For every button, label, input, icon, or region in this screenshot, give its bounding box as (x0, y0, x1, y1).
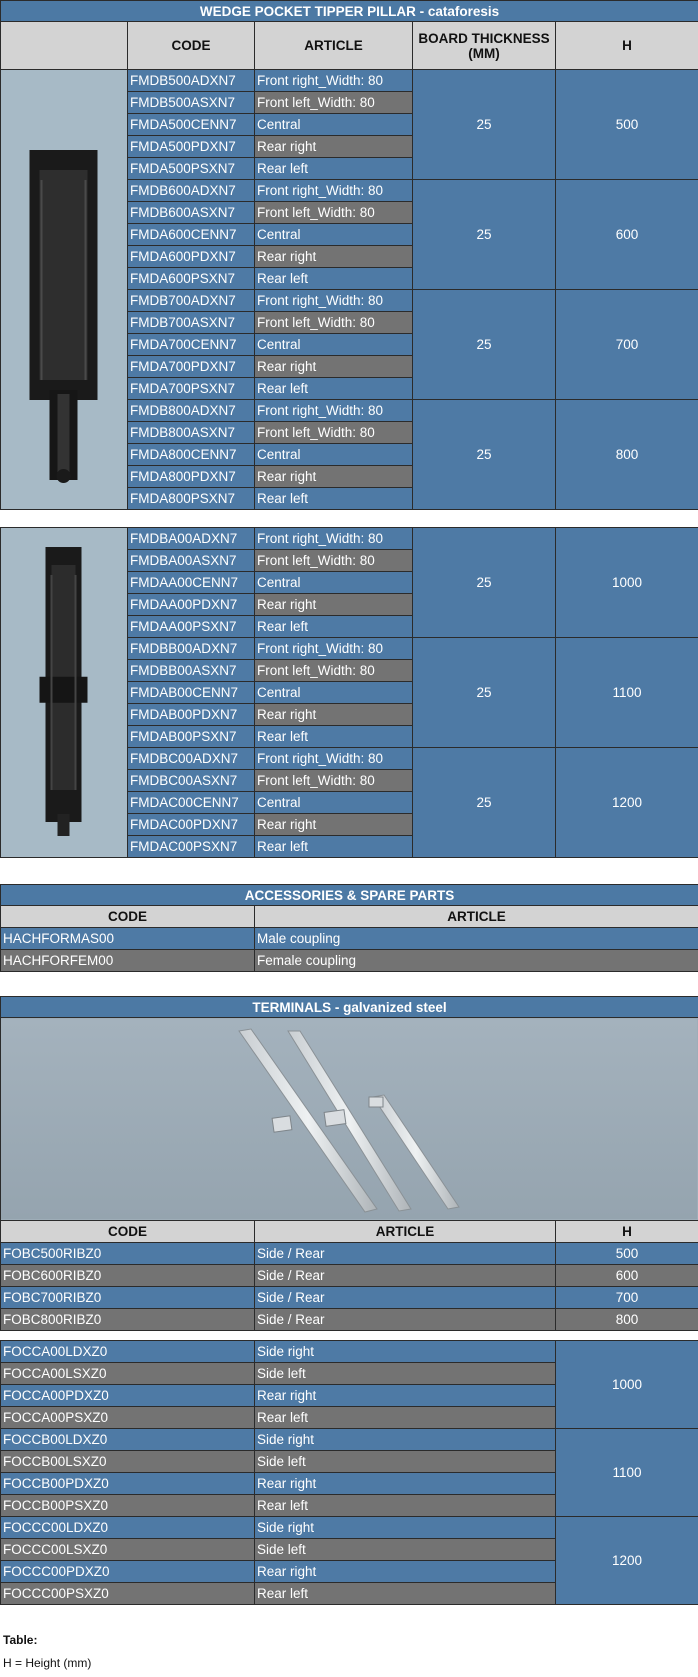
table-row (1, 1265, 698, 1287)
table-row (1, 1341, 698, 1363)
black-wedge-pillar-short-image (1, 80, 126, 500)
code-cell: FMDA600CENN7 (128, 224, 255, 246)
article-cell: Side right (255, 1429, 556, 1451)
terminals-table-2 (0, 1340, 698, 1605)
article-cell: Male coupling (255, 928, 698, 950)
code-cell: FMDAC00CENN7 (128, 792, 255, 814)
article-cell: Side / Rear (255, 1265, 556, 1287)
code-cell: FMDA500PDXN7 (128, 136, 255, 158)
terminals-title: TERMINALS - galvanized steel (1, 997, 698, 1018)
code-cell: FOCCB00LSXZ0 (1, 1451, 255, 1473)
table-row (1, 70, 698, 92)
article-cell: Front left_Width: 80 (255, 422, 413, 444)
article-cell: Rear right (255, 1385, 556, 1407)
code-cell: FOCCB00PSXZ0 (1, 1495, 255, 1517)
code-cell: FOBC800RIBZ0 (1, 1309, 255, 1331)
code-cell: HACHFORMAS00 (1, 928, 255, 950)
terminals-header-h: H (556, 1221, 698, 1243)
code-cell: FMDA500PSXN7 (128, 158, 255, 180)
code-cell: FOBC600RIBZ0 (1, 1265, 255, 1287)
article-cell: Side left (255, 1363, 556, 1385)
article-cell: Rear left (255, 1495, 556, 1517)
article-cell: Front right_Width: 80 (255, 400, 413, 422)
code-cell: FMDBB00ASXN7 (128, 660, 255, 682)
table-row (1, 1309, 698, 1331)
article-cell: Side right (255, 1341, 556, 1363)
height-cell: 700 (556, 1287, 698, 1309)
pillar-image-cell (1, 70, 128, 510)
article-cell: Rear left (255, 378, 413, 400)
code-cell: HACHFORFEM00 (1, 950, 255, 972)
article-cell: Rear right (255, 704, 413, 726)
article-cell: Rear left (255, 158, 413, 180)
article-cell: Front left_Width: 80 (255, 92, 413, 114)
article-cell: Central (255, 334, 413, 356)
board-thickness-cell: 25 (413, 748, 556, 858)
code-cell: FMDAA00PDXN7 (128, 594, 255, 616)
height-cell: 1000 (556, 1341, 698, 1429)
code-cell: FOCCC00PSXZ0 (1, 1583, 255, 1605)
table-row (1, 1287, 698, 1309)
code-cell: FOCCB00PDXZ0 (1, 1473, 255, 1495)
article-cell: Side left (255, 1539, 556, 1561)
article-cell: Side right (255, 1517, 556, 1539)
article-cell: Front left_Width: 80 (255, 312, 413, 334)
code-cell: FMDA700CENN7 (128, 334, 255, 356)
code-cell: FMDAC00PSXN7 (128, 836, 255, 858)
article-cell: Rear right (255, 466, 413, 488)
pillar-image-cell (1, 528, 128, 858)
article-cell: Female coupling (255, 950, 698, 972)
accessories-title: ACCESSORIES & SPARE PARTS (1, 885, 698, 906)
height-cell: 600 (556, 180, 698, 290)
pillar-table-bottom (0, 527, 698, 858)
height-cell: 1100 (556, 1429, 698, 1517)
height-cell: 1200 (556, 748, 698, 858)
terminals-table (0, 996, 698, 1331)
article-cell: Front right_Width: 80 (255, 290, 413, 312)
terminals-header-article: ARTICLE (255, 1221, 556, 1243)
code-cell: FMDBB00ADXN7 (128, 638, 255, 660)
code-cell: FOBC500RIBZ0 (1, 1243, 255, 1265)
article-cell: Front right_Width: 80 (255, 638, 413, 660)
pillar-table-title: WEDGE POCKET TIPPER PILLAR - cataforesis (1, 1, 698, 22)
article-cell: Rear right (255, 356, 413, 378)
article-cell: Side / Rear (255, 1243, 556, 1265)
table-row (1, 528, 698, 550)
board-thickness-cell: 25 (413, 638, 556, 748)
board-thickness-cell: 25 (413, 290, 556, 400)
height-cell: 500 (556, 70, 698, 180)
table-row (1, 950, 698, 972)
article-cell: Rear right (255, 1561, 556, 1583)
article-cell: Side left (255, 1451, 556, 1473)
code-cell: FMDA800CENN7 (128, 444, 255, 466)
code-cell: FMDAA00CENN7 (128, 572, 255, 594)
article-cell: Rear left (255, 488, 413, 510)
code-cell: FMDAB00PDXN7 (128, 704, 255, 726)
pillar-table-top (0, 0, 698, 510)
terminals-photo-cell (1, 1018, 698, 1221)
code-cell: FMDB600ADXN7 (128, 180, 255, 202)
code-cell: FMDAA00PSXN7 (128, 616, 255, 638)
board-thickness-cell: 25 (413, 400, 556, 510)
code-cell: FMDB500ASXN7 (128, 92, 255, 114)
article-cell: Rear left (255, 1583, 556, 1605)
code-cell: FMDAB00PSXN7 (128, 726, 255, 748)
article-cell: Front right_Width: 80 (255, 180, 413, 202)
article-cell: Rear right (255, 1473, 556, 1495)
galvanized-terminals-image (1, 1019, 697, 1219)
height-cell: 1200 (556, 1517, 698, 1605)
terminals-section-2 (0, 1340, 698, 1605)
article-cell: Front right_Width: 80 (255, 748, 413, 770)
accessories-header-article: ARTICLE (255, 906, 698, 928)
board-thickness-cell: 25 (413, 70, 556, 180)
accessories-header-code: CODE (1, 906, 255, 928)
code-cell: FMDAB00CENN7 (128, 682, 255, 704)
pillar-header-h: H (556, 22, 698, 70)
legend-item: H = Height (mm) (3, 1656, 92, 1670)
article-cell: Rear left (255, 726, 413, 748)
accessories-table (0, 884, 698, 972)
code-cell: FMDB500ADXN7 (128, 70, 255, 92)
pillar-header-code: CODE (128, 22, 255, 70)
article-cell: Central (255, 682, 413, 704)
height-cell: 1100 (556, 638, 698, 748)
height-cell: 800 (556, 1309, 698, 1331)
article-cell: Side / Rear (255, 1287, 556, 1309)
article-cell: Front right_Width: 80 (255, 528, 413, 550)
code-cell: FOCCA00LSXZ0 (1, 1363, 255, 1385)
code-cell: FMDB700ASXN7 (128, 312, 255, 334)
code-cell: FMDBA00ASXN7 (128, 550, 255, 572)
pillar-header-image (1, 22, 128, 70)
article-cell: Central (255, 224, 413, 246)
code-cell: FOCCC00LDXZ0 (1, 1517, 255, 1539)
pillar-header-board-thickness: BOARD THICKNESS (MM) (413, 22, 556, 70)
article-cell: Front left_Width: 80 (255, 202, 413, 224)
code-cell: FOCCC00PDXZ0 (1, 1561, 255, 1583)
code-cell: FMDA700PDXN7 (128, 356, 255, 378)
article-cell: Rear right (255, 136, 413, 158)
article-cell: Rear left (255, 268, 413, 290)
code-cell: FMDA800PSXN7 (128, 488, 255, 510)
article-cell: Rear left (255, 616, 413, 638)
article-cell: Side / Rear (255, 1309, 556, 1331)
code-cell: FMDB800ASXN7 (128, 422, 255, 444)
code-cell: FOCCB00LDXZ0 (1, 1429, 255, 1451)
terminals-section (0, 996, 698, 1331)
table-row (1, 928, 698, 950)
article-cell: Central (255, 792, 413, 814)
board-thickness-cell: 25 (413, 180, 556, 290)
board-thickness-cell: 25 (413, 528, 556, 638)
article-cell: Rear right (255, 594, 413, 616)
code-cell: FOCCA00LDXZ0 (1, 1341, 255, 1363)
code-cell: FMDB800ADXN7 (128, 400, 255, 422)
code-cell: FMDA800PDXN7 (128, 466, 255, 488)
article-cell: Central (255, 572, 413, 594)
code-cell: FOCCA00PSXZ0 (1, 1407, 255, 1429)
height-cell: 500 (556, 1243, 698, 1265)
pillar-table-section (0, 0, 698, 510)
article-cell: Front left_Width: 80 (255, 550, 413, 572)
table-row (1, 1429, 698, 1451)
terminals-header-code: CODE (1, 1221, 255, 1243)
legend-title: Table: (3, 1633, 38, 1647)
black-wedge-pillar-long-image (1, 535, 126, 850)
code-cell: FMDB700ADXN7 (128, 290, 255, 312)
table-row (1, 1243, 698, 1265)
height-cell: 600 (556, 1265, 698, 1287)
code-cell: FMDB600ASXN7 (128, 202, 255, 224)
code-cell: FMDA700PSXN7 (128, 378, 255, 400)
article-cell: Rear left (255, 836, 413, 858)
code-cell: FMDA600PDXN7 (128, 246, 255, 268)
code-cell: FOBC700RIBZ0 (1, 1287, 255, 1309)
pillar-header-article: ARTICLE (255, 22, 413, 70)
height-cell: 800 (556, 400, 698, 510)
article-cell: Rear right (255, 246, 413, 268)
code-cell: FOCCA00PDXZ0 (1, 1385, 255, 1407)
code-cell: FOCCC00LSXZ0 (1, 1539, 255, 1561)
code-cell: FMDBC00ASXN7 (128, 770, 255, 792)
table-row (1, 1517, 698, 1539)
article-cell: Rear right (255, 814, 413, 836)
code-cell: FMDA600PSXN7 (128, 268, 255, 290)
article-cell: Front left_Width: 80 (255, 770, 413, 792)
height-cell: 700 (556, 290, 698, 400)
code-cell: FMDA500CENN7 (128, 114, 255, 136)
code-cell: FMDBC00ADXN7 (128, 748, 255, 770)
code-cell: FMDBA00ADXN7 (128, 528, 255, 550)
accessories-section (0, 884, 698, 972)
code-cell: FMDAC00PDXN7 (128, 814, 255, 836)
article-cell: Front left_Width: 80 (255, 660, 413, 682)
pillar-table-section-2 (0, 527, 698, 858)
article-cell: Front right_Width: 80 (255, 70, 413, 92)
article-cell: Rear left (255, 1407, 556, 1429)
article-cell: Central (255, 444, 413, 466)
article-cell: Central (255, 114, 413, 136)
height-cell: 1000 (556, 528, 698, 638)
